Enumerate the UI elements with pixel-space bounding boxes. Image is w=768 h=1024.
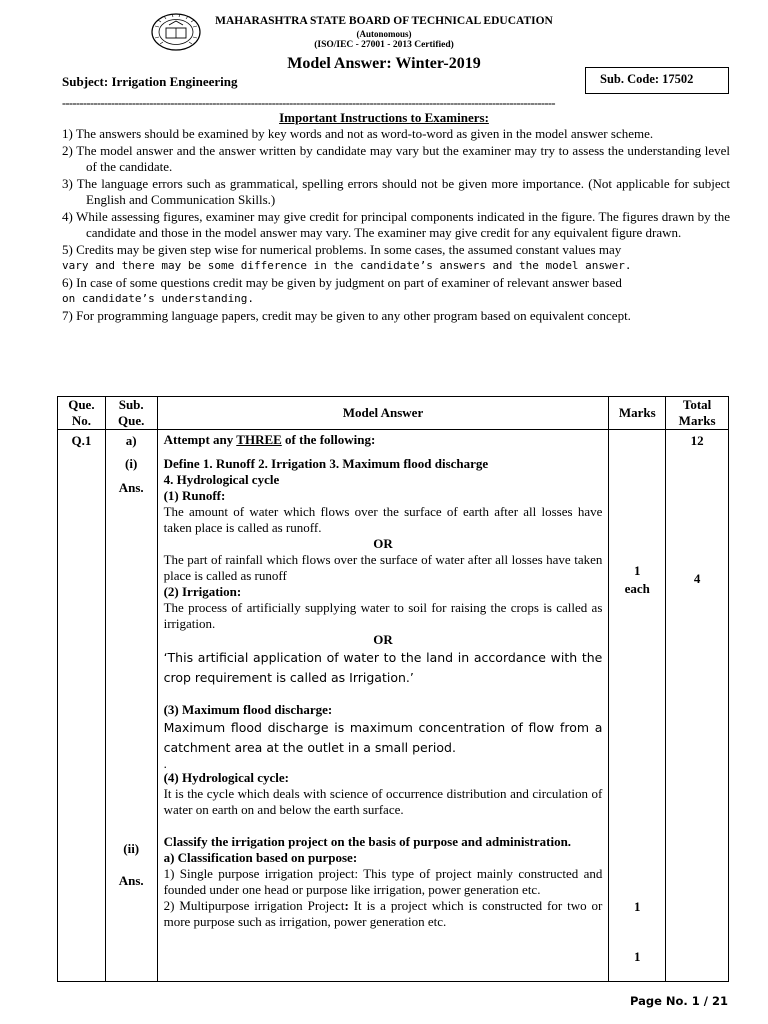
table-header-row [58,397,729,430]
total-marks-value: 4 [693,571,701,586]
sub-que-i: (i) [125,456,138,471]
ans-label: Ans. [118,873,144,888]
instruction-item: 4) While assessing figures, examiner may give credit for principal components indicated in the figure. The figures drawn by the candidate and those in the model answer may vary. The examiner may give credit for any equivalent figure drawn. [62,208,730,240]
page-title: Model Answer: Winter-2019 [287,55,481,72]
marks-value: 1 [634,563,641,578]
instructions-list [62,126,730,324]
header-total-marks: Total Marks [666,397,729,430]
header-model-answer: Model Answer [157,397,609,430]
dashed-divider: --------------------------------------------------------------------------------------------------------------------------------------------- [62,96,555,110]
instruction-line: on candidate’s understanding. [62,292,255,305]
ans-label: Ans. [118,480,144,495]
or-separator: OR [373,536,393,551]
que-no: Q.1 [71,433,92,448]
irrigation-def-1: The process of artificially supplying water to soil for raising the crops is called as irrigation. [163,600,603,631]
header-que-no: Que. No. [58,397,106,430]
table-row [58,430,729,982]
instruction-item: 3) The language errors such as grammatical, spelling errors should not be given more importance. (Not applicable for subject English and Communication Skills.) [62,175,730,207]
model-answer-table [57,396,729,982]
sub-que-a: a) [125,433,137,448]
classification-multi: 2) Multipurpose irrigation Project: It is a project which is constructed for two or more purpose such as irrigation, power generation etc. [163,898,603,929]
answer-cell [157,430,609,982]
instruction-item: 7) For programming language papers, credit may be given to any other program based on equivalent concept. [62,307,631,323]
marks-value: 1 [634,899,641,914]
max-flood-heading: (3) Maximum flood discharge: [163,702,333,717]
max-flood-def: Maximum flood discharge is maximum concentration of flow from a catchment area at the outlet in a small period. [163,720,603,755]
header-marks: Marks [609,397,666,430]
irrigation-def-2: ‘This artificial application of water to the land in accordance with the crop requirement is called as Irrigation.’ [163,650,603,685]
sub-que-cell [105,430,157,982]
marks-cell [609,430,666,982]
instruction-item [62,242,730,275]
total-marks-cell [666,430,729,982]
attempt-line: Attempt any THREE of the following: [163,432,376,447]
header-sub-que: Sub. Que. [105,397,157,430]
sub-code-box: Sub. Code: 17502 [585,67,729,94]
autonomous-label: (Autonomous) [356,29,412,39]
iso-certification: (ISO/IEC - 27001 - 2013 Certified) [314,40,454,50]
instruction-line: 5) Credits may be given step wise for numerical problems. In some cases, the assumed constant values may [62,241,622,257]
instruction-item [62,275,730,308]
classification-single: 1) Single purpose irrigation project: This type of project mainly constructed and founded under one head or purpose like irrigation, power generation etc. [163,866,603,897]
instruction-item: 1) The answers should be examined by key words and not as word-to-word as given in the model answer scheme. [62,126,654,141]
hydro-cycle-heading: (4) Hydrological cycle: [163,770,289,785]
board-name: MAHARASHTRA STATE BOARD OF TECHNICAL EDUCATION [215,15,553,27]
irrigation-heading: (2) Irrigation: [163,584,242,599]
or-separator: OR [373,632,393,647]
classification-heading: a) Classification based on purpose: [163,850,358,865]
runoff-def-1: The amount of water which flows over the surface of earth after all losses have taken place is called as runoff. [163,504,603,535]
instructions-title: Important Instructions to Examiners: [279,110,489,125]
total-marks-value: 12 [690,433,704,448]
marks-each: each [624,581,650,596]
hydro-cycle-def: It is the cycle which deals with science of occurrence distribution and circulation of water on earth on and below the earth surface. [163,786,603,817]
marks-value: 1 [634,949,641,964]
question-title: Define 1. Runoff 2. Irrigation 3. Maximum flood discharge [163,456,489,471]
instruction-item: 2) The model answer and the answer written by candidate may vary but the examiner may try to assess the understanding level of the candidate. [62,142,730,174]
page-number: Page No. 1 / 21 [629,994,728,1008]
runoff-def-2: The part of rainfall which flows over the surface of water after all losses have taken place is called as runoff [163,552,603,583]
dot: . [163,756,167,771]
subject-label: Subject: Irrigation Engineering [62,74,238,89]
instruction-line: 6) In case of some questions credit may be given by judgment on part of examiner of relevant answer based [62,274,622,290]
sub-que-ii: (ii) [123,841,140,856]
question-title-cont: 4. Hydrological cycle [163,472,280,487]
runoff-heading: (1) Runoff: [163,488,226,503]
instruction-line: vary and there may be some difference in the candidate’s answers and the model answer. [62,259,632,272]
que-no-cell [58,430,106,982]
question-title: Classify the irrigation project on the basis of purpose and administration. [163,834,572,849]
